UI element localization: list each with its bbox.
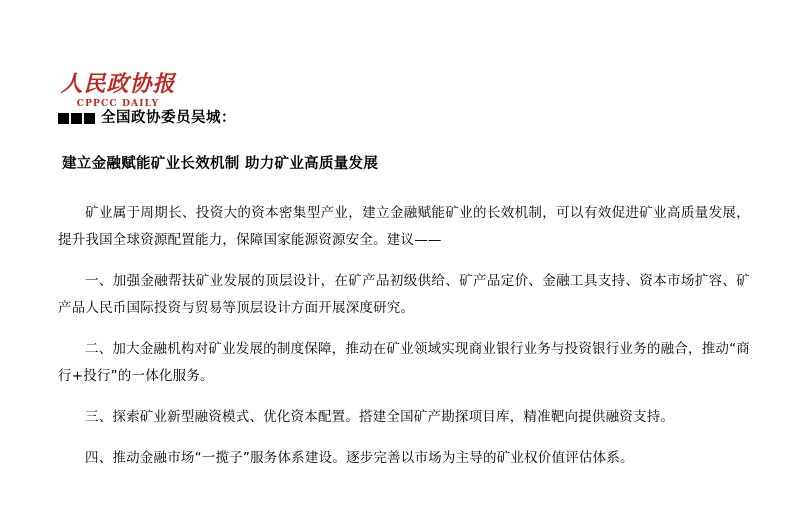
article-paragraph: 三、探索矿业新型融资模式、优化资本配置。搭建全国矿产勘探项目库，精准靶向提供融资支持。 — [85, 409, 675, 426]
byline-text: 全国政协委员吴城： — [101, 110, 236, 126]
article-paragraph: 四、推动金融市场“一揽子”服务体系建设。逐步完善以市场为主导的矿业权价值评估体系。 — [85, 450, 634, 467]
masthead-chinese-title: 人民政协报 — [60, 71, 176, 97]
article-byline — [58, 108, 750, 128]
article-paragraph: 二、加大金融机构对矿业发展的制度保障，推动在矿业领域实现商业银行业务与投资银行业务的融合，推动“商行+投行”的一体化服务。 — [58, 341, 750, 385]
masthead-english-title: CPPCC DAILY — [76, 99, 160, 110]
newspaper-masthead — [58, 72, 178, 109]
article-paragraph: 一、加强金融帮扶矿业发展的顶层设计，在矿产品初级供给、矿产品定价、金融工具支持、资本市场扩容、矿产品人民币国际投资与贸易等顶层设计方面开展深度研究。 — [58, 273, 750, 317]
article-body — [58, 108, 750, 472]
article-paragraph: 矿业属于周期长、投资大的资本密集型产业，建立金融赋能矿业的长效机制，可以有效促进矿业高质量发展，提升我国全球资源配置能力，保障国家能源资源安全。建议—— — [58, 205, 750, 249]
article-headline: 建立金融赋能矿业长效机制 助力矿业高质量发展 — [62, 156, 379, 173]
black-square-markers-icon — [58, 113, 95, 124]
